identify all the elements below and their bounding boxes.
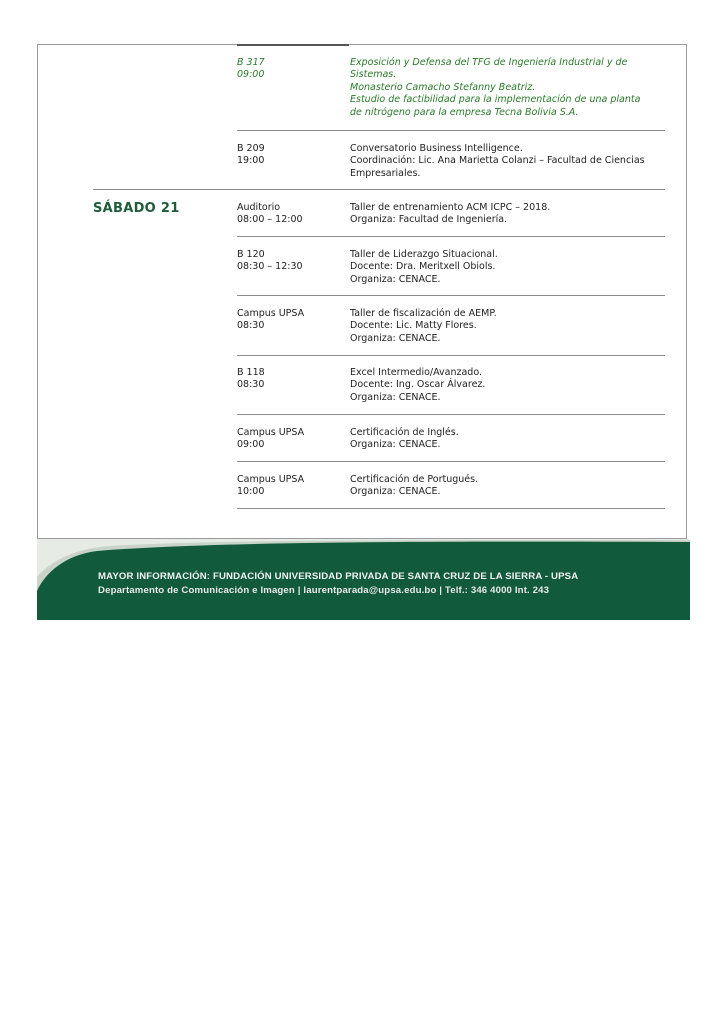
- entry-location-time: [237, 427, 347, 452]
- schedule-entry: [237, 367, 665, 415]
- entry-description-line: Taller de entrenamiento ACM ICPC – 2018.: [350, 202, 551, 213]
- entry-description-line: Excel Intermedio/Avanzado.: [350, 367, 483, 378]
- entry-separator: [237, 355, 665, 356]
- entry-description-line: Sistemas.: [350, 69, 397, 81]
- entry-separator: [237, 130, 665, 131]
- entry-time: 09:00: [237, 69, 265, 81]
- entry-location-time: [237, 249, 347, 274]
- entry-description-line: Estudio de factibilidad para la implementación de una planta: [350, 94, 641, 106]
- entry-description: [350, 202, 668, 227]
- entry-room: Campus UPSA: [237, 308, 305, 319]
- entry-time: 08:30: [237, 320, 265, 332]
- day-heading: SÁBADO 21: [93, 201, 180, 216]
- entry-room: B 209: [237, 143, 265, 154]
- entry-location-time: [237, 474, 347, 499]
- entry-separator: [237, 508, 665, 509]
- entry-description-line: Coordinación: Lic. Ana Marietta Colanzi – Facultad de Ciencias: [350, 155, 645, 167]
- entry-description: [350, 143, 668, 180]
- entry-description-line: Docente: Lic. Matty Flores.: [350, 320, 477, 332]
- entry-description-line: Taller de fiscalización de AEMP.: [350, 308, 497, 319]
- entry-description-line: Taller de Liderazgo Situacional.: [350, 249, 498, 260]
- top-rule-mark: [237, 44, 349, 46]
- entry-room: B 120: [237, 249, 265, 260]
- entry-description-line: Docente: Ing. Oscar Álvarez.: [350, 379, 486, 391]
- entry-description-line: Organiza: CENACE.: [350, 486, 441, 498]
- entry-description-line: Certificación de Inglés.: [350, 427, 459, 438]
- schedule-entry: [237, 427, 665, 462]
- schedule-entry: [237, 308, 665, 356]
- entry-description-line: Organiza: CENACE.: [350, 332, 441, 344]
- entry-location-time: [237, 367, 347, 392]
- entry-room: B 317: [237, 57, 265, 68]
- schedule-entry: [237, 143, 665, 190]
- schedule-entry: [237, 249, 665, 296]
- footer-contact-line: Departamento de Comunicación e Imagen | laurentparada@upsa.edu.bo | Telf.: 346 4000 Int. 243: [98, 585, 550, 596]
- entry-description: [350, 427, 668, 452]
- entry-description-line: Organiza: CENACE.: [350, 439, 441, 451]
- footer-banner: [37, 539, 690, 620]
- entry-location-time: [237, 308, 347, 333]
- entry-description: [350, 57, 668, 119]
- schedule-entry: [237, 57, 665, 131]
- entry-location-time: [237, 202, 347, 227]
- entry-description-line: Certificación de Portugués.: [350, 474, 479, 485]
- entry-description-line: Organiza: Facultad de Ingeniería.: [350, 214, 508, 226]
- entry-description-line: Exposición y Defensa del TFG de Ingeniería Industrial y de: [350, 57, 628, 68]
- entry-room: Campus UPSA: [237, 427, 305, 438]
- entry-description: [350, 367, 668, 404]
- schedule-entry: [237, 202, 665, 237]
- entry-description: [350, 249, 668, 286]
- entry-description-line: Monasterio Camacho Stefanny Beatriz.: [350, 81, 536, 93]
- entry-description-line: de nitrógeno para la empresa Tecna Bolivia S.A.: [350, 106, 579, 118]
- entry-separator: [237, 295, 665, 296]
- entry-description-line: Conversatorio Business Intelligence.: [350, 143, 523, 154]
- entry-room: Auditorio: [237, 202, 281, 213]
- entry-description-line: Docente: Dra. Meritxell Obiols.: [350, 261, 496, 273]
- entry-time: 09:00: [237, 439, 265, 451]
- entry-location-time: [237, 143, 347, 168]
- entry-separator: [237, 189, 665, 190]
- entry-room: B 118: [237, 367, 265, 378]
- entry-room: Campus UPSA: [237, 474, 305, 485]
- entry-time: 08:30: [237, 379, 265, 391]
- entry-time: 19:00: [237, 155, 265, 167]
- entry-separator: [237, 414, 665, 415]
- entry-location-time: [237, 57, 347, 82]
- footer-info-line: MAYOR INFORMACIÓN: FUNDACIÓN UNIVERSIDAD PRIVADA DE SANTA CRUZ DE LA SIERRA - UPSA: [98, 571, 579, 582]
- entry-separator: [237, 461, 665, 462]
- entry-time: 08:00 – 12:00: [237, 214, 303, 226]
- entry-description-line: Empresariales.: [350, 167, 421, 179]
- entry-description: [350, 308, 668, 345]
- entry-description-line: Organiza: CENACE.: [350, 391, 441, 403]
- entry-time: 08:30 – 12:30: [237, 261, 303, 273]
- entry-description-line: Organiza: CENACE.: [350, 273, 441, 285]
- entry-separator: [237, 236, 665, 237]
- entry-description: [350, 474, 668, 499]
- entry-time: 10:00: [237, 486, 265, 498]
- schedule-entry: [237, 474, 665, 509]
